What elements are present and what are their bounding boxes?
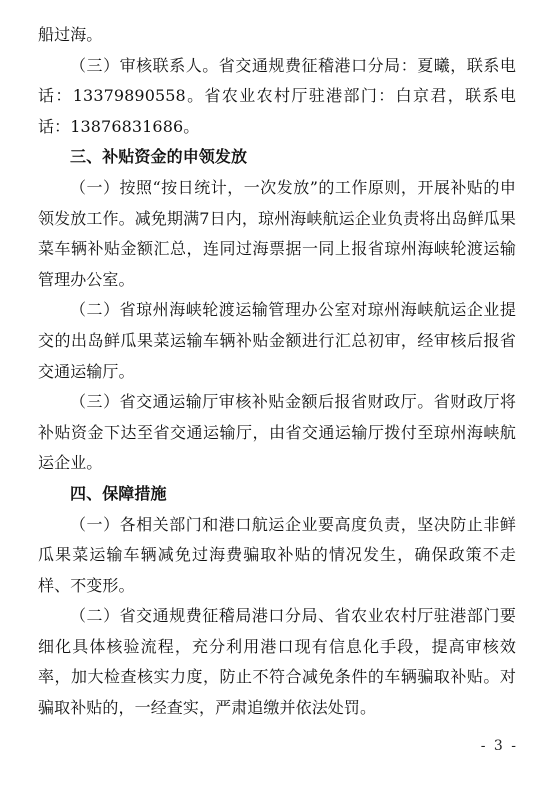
subsidy-application-paragraph: （一）按照“按日统计，一次发放”的工作原则，开展补贴的申领发放工作。减免期满7日内，琼州海峡航运企业负责将出岛鲜瓜果菜车辆补贴金额汇总，连同过海票据一同上报省琼州海峡轮渡运输管理办公室。 — [38, 177, 516, 289]
page-number: - 3 - — [480, 738, 518, 754]
review-contacts-paragraph: （三）审核联系人。省交通规费征稽港口分局：夏曦，联系电话：13379890558。省农业农村厅驻港部门：白京君，联系电话：13876831686。 — [38, 55, 516, 136]
section-heading-safeguards: 四、保障措施 — [70, 483, 167, 503]
finance-transfer-paragraph: （三）省交通运输厅审核补贴金额后报省财政厅。省财政厅将补贴资金下达至省交通运输厅，由省交通运输厅拨付至琼州海峡航运企业。 — [38, 392, 516, 473]
preliminary-review-paragraph: （二）省琼州海峡轮渡运输管理办公室对琼州海峡航运企业提交的出岛鲜瓜果菜运输车辆补贴金额进行汇总初审，经审核后报省交通运输厅。 — [38, 300, 516, 381]
continued-paragraph: 船过海。 — [38, 25, 103, 44]
verification-process-paragraph: （二）省交通规费征稽局港口分局、省农业农村厅驻港部门要细化具体核验流程，充分利用港口现有信息化手段，提高审核效率，加大检查核实力度，防止不符合减免条件的车辆骗取补贴。对骗取补贴的，一经查实，严肃追缴并依法处罚。 — [38, 606, 516, 718]
section-heading-subsidy-disbursement: 三、补贴资金的申领发放 — [70, 147, 248, 167]
document-body — [38, 20, 516, 724]
responsibility-paragraph: （一）各相关部门和港口航运企业要高度负责，坚决防止非鲜瓜果菜运输车辆减免过海费骗取补贴的情况发生，确保政策不走样、不变形。 — [38, 514, 516, 595]
